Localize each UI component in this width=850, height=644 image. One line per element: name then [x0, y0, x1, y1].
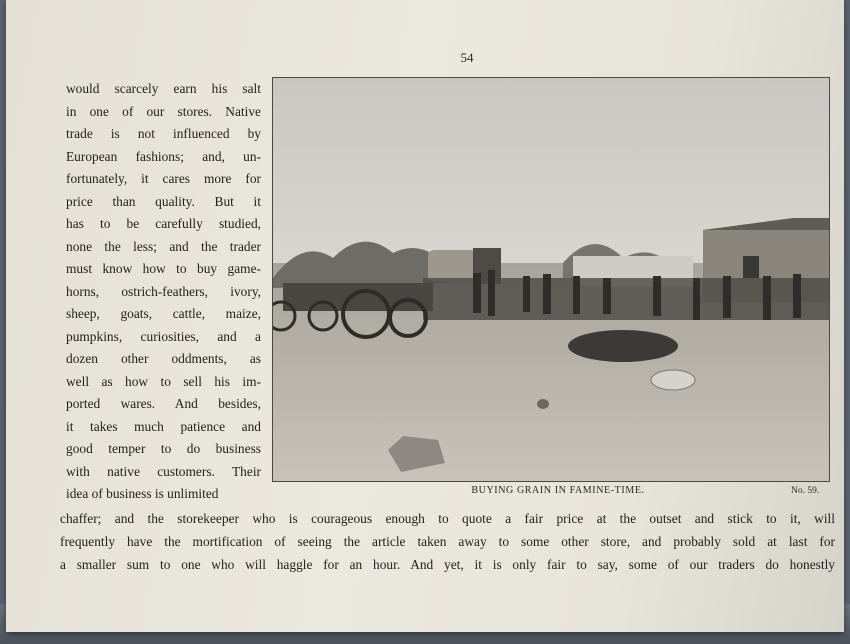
rock — [651, 370, 695, 390]
full-width-text — [60, 507, 835, 576]
text-line: has to be carefully studied, — [66, 216, 261, 231]
text-line: must know how to buy game- — [66, 261, 261, 276]
plate-number: No. 59. — [791, 486, 820, 496]
text-line: pumpkins, curiosities, and a — [66, 328, 261, 344]
text-line: fortunately, it cares more for — [66, 171, 261, 186]
rock — [537, 399, 549, 409]
text-line: with native customers. Their — [66, 463, 261, 479]
left-text-column — [66, 78, 261, 506]
text-line: it takes much patience and — [66, 418, 261, 434]
text-line: dozen other oddments, as — [66, 351, 261, 366]
text-line: ported wares. And besides, — [66, 396, 261, 411]
market-scene-photo — [273, 78, 829, 481]
book-page — [6, 0, 844, 632]
text-line: good temper to do business — [66, 441, 261, 456]
text-line: European fashions; and, un- — [66, 148, 261, 164]
text-line: horns, ostrich-feathers, ivory, — [66, 283, 261, 299]
photograph-plate — [272, 77, 830, 482]
wagon-bed — [283, 283, 433, 311]
text-line: idea of business is unlimited — [66, 486, 219, 501]
text-line: sheep, goats, cattle, maize, — [66, 306, 261, 321]
seated-group — [568, 330, 678, 362]
text-line: none the less; and the trader — [66, 238, 261, 254]
store-door — [743, 256, 759, 278]
text-line: well as how to sell his im- — [66, 373, 261, 389]
photo-caption: BUYING GRAIN IN FAMINE-TIME. — [471, 485, 645, 496]
text-line: chaffer; and the storekeeper who is courageous enough to quote a fair price at the outset and stick to it, will — [60, 511, 835, 526]
text-line: price than quality. But it — [66, 193, 261, 209]
text-line: frequently have the mortification of seeing the article taken away to some other store, and probably sold at last for — [60, 534, 835, 549]
page-number: 54 — [460, 50, 474, 65]
text-line: a smaller sum to one who will haggle for an hour. And yet, it is only fair to say, some of our traders do honestly — [60, 557, 835, 572]
text-line: in one of our stores. Native — [66, 103, 261, 119]
text-line: trade is not influenced by — [66, 126, 261, 141]
text-line: would scarcely earn his salt — [66, 81, 261, 96]
